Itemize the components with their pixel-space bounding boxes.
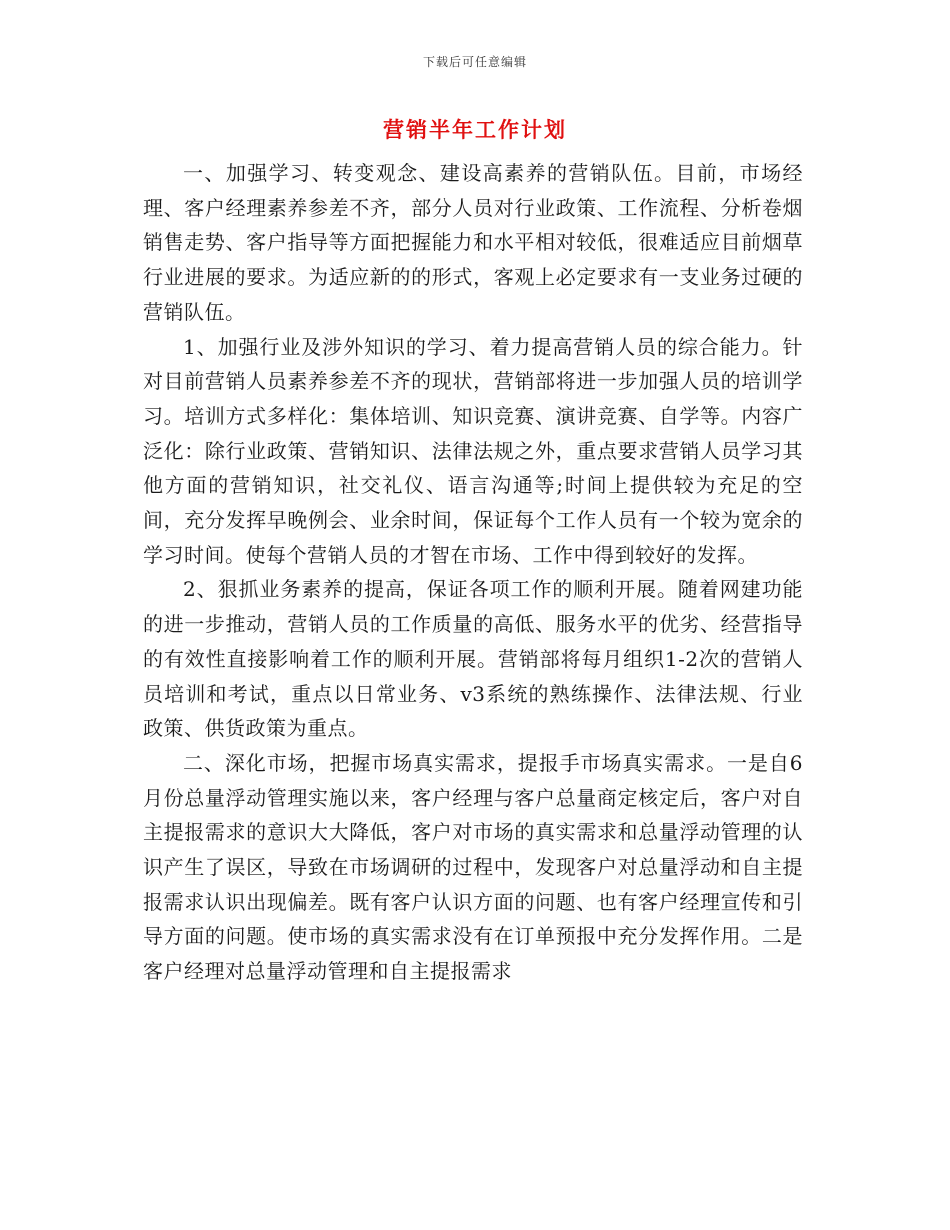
paragraph-2: 1、加强行业及涉外知识的学习、着力提高营销人员的综合能力。针对目前营销人员素养参差不齐的现状，营销部将进一步加强人员的培训学习。培训方式多样化：集体培训、知识竞赛、演讲竞赛、自学等。内容广泛化：除行业政策、营销知识、法律法规之外，重点要求营销人员学习其他方面的营销知识，社交礼仪、语言沟通等;时间上提供较为充足的空间，充分发挥早晚例会、业余时间，保证每个工作人员有一个较为宽余的学习时间。使每个营销人员的才智在市场、工作中得到较好的发挥。	[143, 334, 803, 567]
paragraph-4: 二、深化市场，把握市场真实需求，提报手市场真实需求。一是自6月份总量浮动管理实施以来，客户经理与客户总量商定核定后，客户对自主提报需求的意识大大降低，客户对市场的真实需求和总量浮动管理的认识产生了误区，导致在市场调研的过程中，发现客户对总量浮动和自主提报需求认识出现偏差。既有客户认识方面的问题、也有客户经理宣传和引导方面的问题。使市场的真实需求没有在订单预报中充分发挥作用。二是客户经理对总量浮动管理和自主提报需求	[143, 750, 803, 984]
document-body	[143, 156, 803, 989]
document-title: 营销半年工作计划	[383, 117, 567, 142]
header-note: 下载后可任意编辑	[422, 55, 527, 69]
paragraph-3: 2、狠抓业务素养的提高，保证各项工作的顺利开展。随着网建功能的进一步推动，营销人员的工作质量的高低、服务水平的优劣、经营指导的有效性直接影响着工作的顺利开展。营销部将每月组织1-2次的营销人员培训和考试，重点以日常业务、v3系统的熟练操作、法律法规、行业政策、供货政策为重点。	[143, 577, 803, 741]
paragraph-1: 一、加强学习、转变观念、建设高素养的营销队伍。目前，市场经理、客户经理素养参差不齐，部分人员对行业政策、工作流程、分析卷烟销售走势、客户指导等方面把握能力和水平相对较低，很难适应目前烟草行业进展的要求。为适应新的的形式，客观上必定要求有一支业务过硬的营销队伍。	[143, 161, 803, 324]
